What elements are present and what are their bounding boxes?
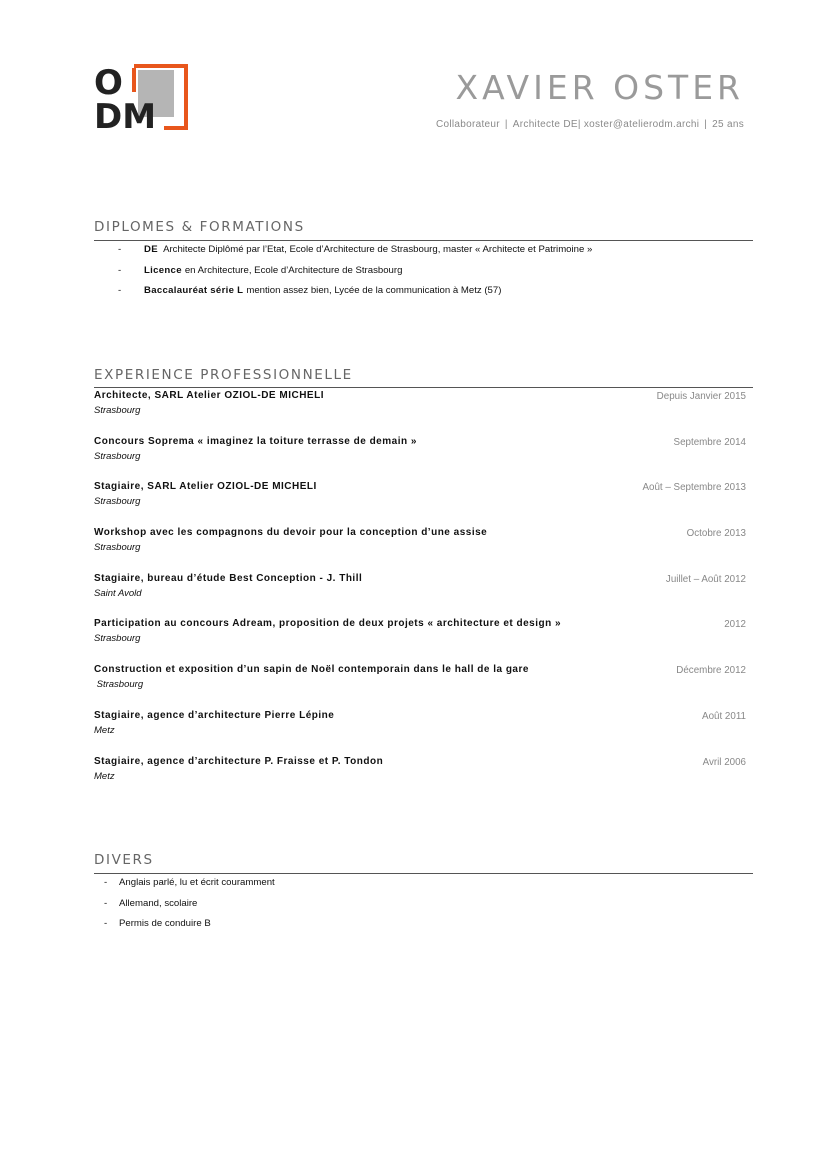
diplomes-list	[118, 244, 758, 306]
section-title-diplomes: DIPLOMES & FORMATIONS	[94, 219, 305, 235]
list-item: - Baccalauréat série L mention assez bien, Lycée de la communication à Metz (57)	[118, 285, 502, 296]
list-item: - Permis de conduire B	[104, 918, 211, 929]
email[interactable]: xoster@atelierodm.archi	[583, 119, 700, 130]
experience-item: Architecte, SARL Atelier OZIOL-DE MICHELI Depuis Janvier 2015 Strasbourg	[94, 390, 746, 416]
item-label: Licence	[144, 264, 182, 276]
list-item: - Anglais parlé, lu et écrit couramment	[104, 877, 275, 888]
age: 25 ans	[712, 119, 744, 130]
experience-item: Stagiaire, agence d’architecture P. Fraisse et P. Tondon Avril 2006 Metz	[94, 755, 746, 782]
experience-item: Stagiaire, SARL Atelier OZIOL-DE MICHELI Août – Septembre 2013 Strasbourg	[94, 481, 746, 508]
experience-list	[94, 390, 746, 801]
logo-letter-o: O	[94, 63, 123, 103]
section-title-divers: DIVERS	[94, 852, 154, 868]
experience-item: Construction et exposition d’un sapin de Noël contemporain dans le hall de la gare Décembre 2012 Strasbourg	[94, 664, 746, 691]
experience-item: Concours Soprema « imaginez la toiture terrasse de demain » Septembre 2014 Strasbourg	[94, 435, 746, 462]
experience-item: Stagiaire, bureau d’étude Best Conception - J. Thill Juillet – Août 2012 Saint Avold	[94, 572, 746, 599]
section-rule	[94, 873, 753, 874]
odm-logo	[94, 62, 190, 132]
list-item: - Allemand, scolaire	[104, 897, 198, 909]
item-label: DE	[144, 244, 158, 255]
experience-item: Participation au concours Adream, proposition de deux projets « architecture et design » 2012 Strasbourg	[94, 618, 746, 645]
experience-item: Stagiaire, agence d’architecture Pierre Lépine Août 2011 Metz	[94, 709, 746, 736]
title: Architecte DE|	[512, 119, 581, 130]
list-item: - DE Architecte Diplômé par l’Etat, Ecole d’Architecture de Strasbourg, master « Architecte et Patrimoine »	[118, 244, 593, 255]
list-item: - Licence en Architecture, Ecole d’Architecture de Strasbourg	[118, 264, 403, 276]
person-name: XAVIER OSTER	[455, 68, 744, 107]
logo-letters-dm: DM	[94, 97, 157, 132]
experience-item: Workshop avec les compagnons du devoir pour la conception d’une assise Octobre 2013 Strasbourg	[94, 527, 746, 554]
role: Collaborateur	[435, 119, 500, 130]
section-title-experience: EXPERIENCE PROFESSIONNELLE	[94, 367, 353, 383]
section-rule	[94, 240, 753, 241]
section-rule	[94, 387, 753, 388]
item-label: Baccalauréat série L	[144, 285, 244, 296]
divers-list	[104, 877, 504, 939]
header-subline: Collaborateur | Architecte DE| xoster@atelierodm.archi | 25 ans	[435, 119, 744, 130]
